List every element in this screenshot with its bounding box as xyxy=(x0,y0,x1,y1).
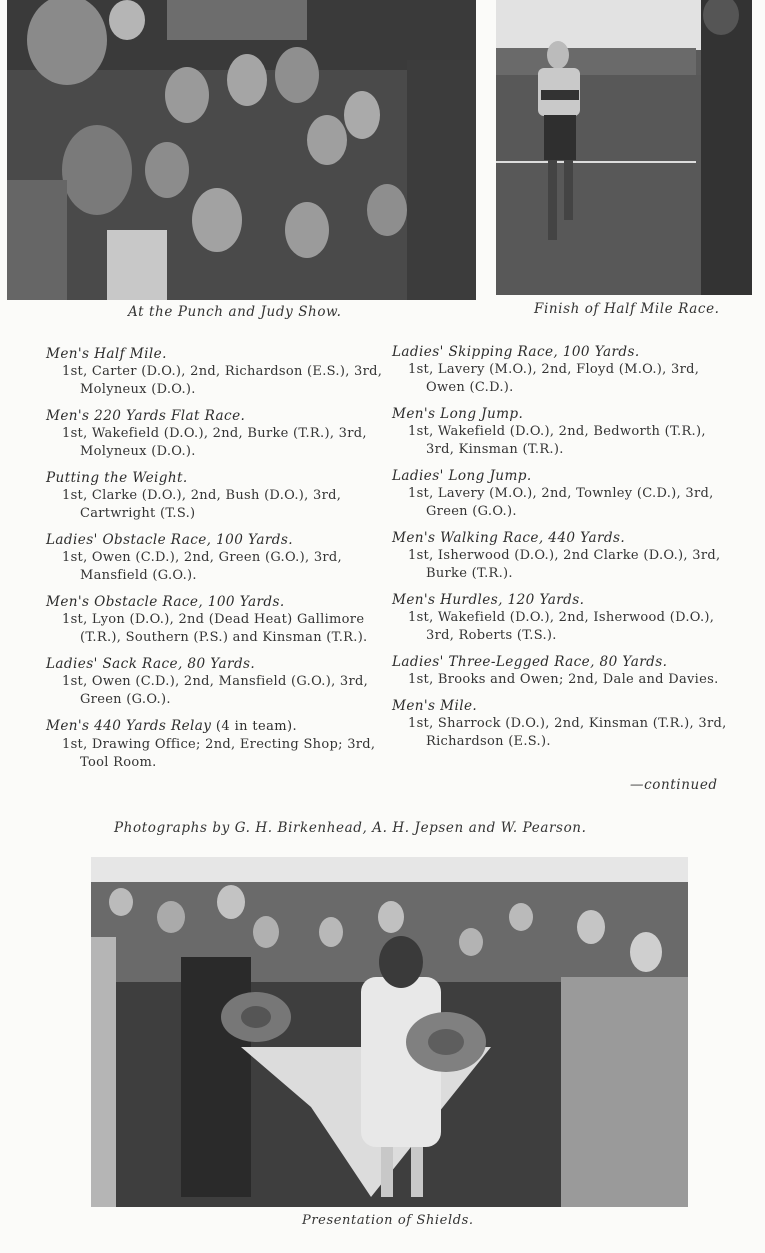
event-title: Ladies' Obstacle Race, 100 Yards. xyxy=(46,532,293,548)
event-result: 1st, Wakefield (D.O.), 2nd, Bedworth (T.R.), 3rd, Kinsman (T.R.). xyxy=(408,424,706,457)
event-result: 1st, Brooks and Owen; 2nd, Dale and Davies. xyxy=(408,672,719,687)
event-title: Men's Walking Race, 440 Yards. xyxy=(392,530,626,546)
event-result: 1st, Wakefield (D.O.), 2nd, Burke (T.R.), 3rd, Molyneux (D.O.). xyxy=(62,426,367,459)
event-title: Men's Obstacle Race, 100 Yards. xyxy=(46,594,285,610)
event-result: 1st, Lyon (D.O.), 2nd (Dead Heat) Gallimore (T.R.), Southern (P.S.) and Kinsman (T.R.). xyxy=(62,612,368,645)
result-entry xyxy=(392,405,732,459)
event-result: 1st, Clarke (D.O.), 2nd, Bush (D.O.), 3rd, Cartwright (T.S.) xyxy=(62,488,342,521)
event-result: 1st, Wakefield (D.O.), 2nd, Isherwood (D.O.), 3rd, Roberts (T.S.). xyxy=(408,610,715,643)
event-title-text: Men's 440 Yards Relay xyxy=(46,718,212,734)
event-title-suffix: (4 in team). xyxy=(211,719,298,734)
result-entry xyxy=(392,653,732,689)
result-entry xyxy=(46,531,386,585)
event-title: Ladies' Sack Race, 80 Yards. xyxy=(46,656,256,672)
caption-half-mile-finish: Finish of Half Mile Race. xyxy=(534,301,720,317)
event-result: 1st, Owen (C.D.), 2nd, Green (G.O.), 3rd, Mansfield (G.O.). xyxy=(62,550,342,583)
photo-credit: Photographs by G. H. Birkenhead, A. H. Jepsen and W. Pearson. xyxy=(114,820,587,836)
result-entry xyxy=(46,717,386,772)
result-entry xyxy=(46,655,386,709)
photo-punch-and-judy xyxy=(7,0,476,300)
result-entry xyxy=(46,593,386,647)
event-title: Putting the Weight. xyxy=(46,470,188,486)
result-entry xyxy=(392,591,732,645)
event-title: Men's Mile. xyxy=(392,698,478,714)
result-entry xyxy=(46,469,386,523)
event-title: Ladies' Skipping Race, 100 Yards. xyxy=(392,344,640,360)
event-title: Ladies' Three-Legged Race, 80 Yards. xyxy=(392,654,668,670)
event-result: 1st, Carter (D.O.), 2nd, Richardson (E.S.), 3rd, Molyneux (D.O.). xyxy=(62,364,383,397)
event-result: 1st, Sharrock (D.O.), 2nd, Kinsman (T.R.), 3rd, Richardson (E.S.). xyxy=(408,716,727,749)
event-result: 1st, Owen (C.D.), 2nd, Mansfield (G.O.), 3rd, Green (G.O.). xyxy=(62,674,369,707)
event-title: Men's Half Mile. xyxy=(46,346,167,362)
caption-punch-and-judy: At the Punch and Judy Show. xyxy=(128,304,342,320)
caption-presentation-of-shields: Presentation of Shields. xyxy=(302,1213,474,1228)
results-left-column xyxy=(46,345,386,780)
result-entry xyxy=(392,343,732,397)
event-title xyxy=(46,717,386,736)
photo-half-mile-finish xyxy=(496,0,752,295)
event-result: 1st, Lavery (M.O.), 2nd, Floyd (M.O.), 3rd, Owen (C.D.). xyxy=(408,362,700,395)
continued-note: —continued xyxy=(630,777,718,793)
event-result: 1st, Lavery (M.O.), 2nd, Townley (C.D.), 3rd, Green (G.O.). xyxy=(408,486,714,519)
event-title: Ladies' Long Jump. xyxy=(392,468,532,484)
result-entry xyxy=(46,345,386,399)
photo-presentation-of-shields xyxy=(91,857,688,1207)
event-title: Men's Hurdles, 120 Yards. xyxy=(392,592,585,608)
event-result: 1st, Isherwood (D.O.), 2nd Clarke (D.O.), 3rd, Burke (T.R.). xyxy=(408,548,721,581)
result-entry xyxy=(392,529,732,583)
event-title: Men's 220 Yards Flat Race. xyxy=(46,408,246,424)
results-right-column xyxy=(392,343,732,759)
result-entry xyxy=(392,697,732,751)
event-result: 1st, Drawing Office; 2nd, Erecting Shop; 3rd, Tool Room. xyxy=(62,737,376,770)
result-entry xyxy=(392,467,732,521)
result-entry xyxy=(46,407,386,461)
event-title: Men's Long Jump. xyxy=(392,406,524,422)
